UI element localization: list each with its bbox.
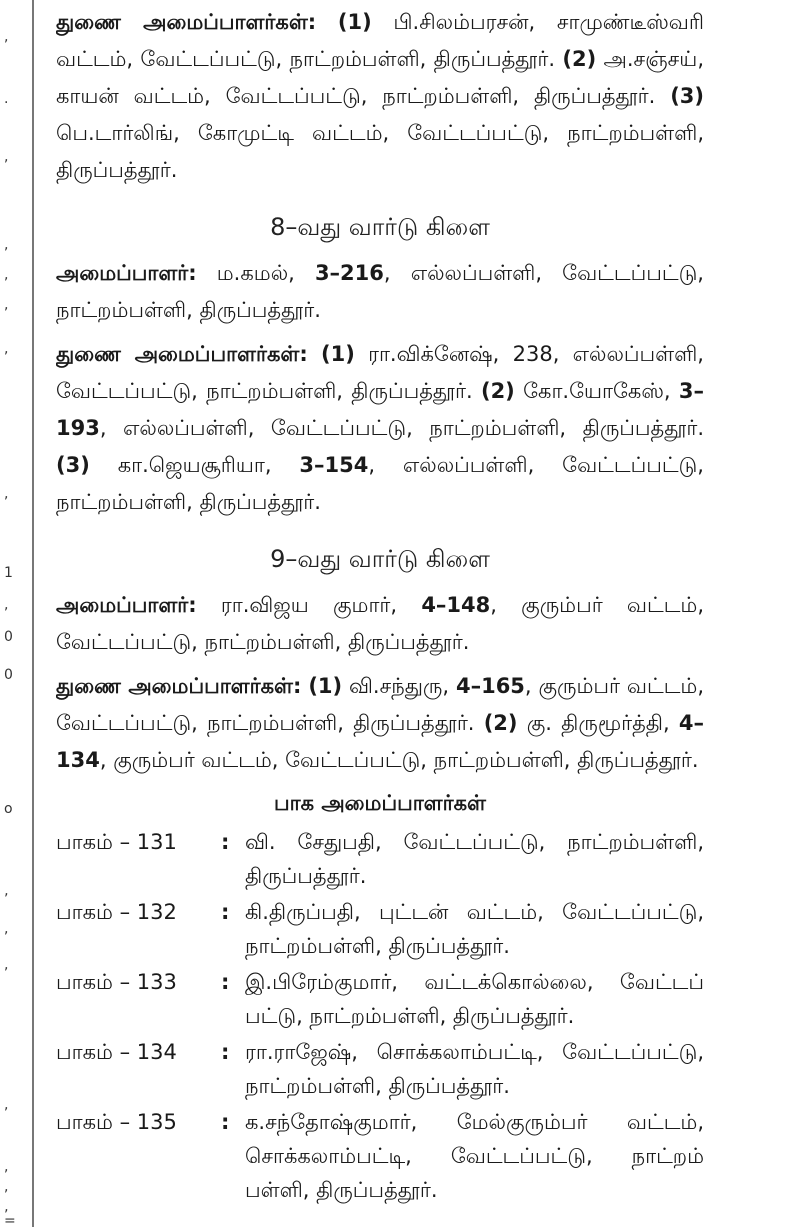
- item-number: (1): [337, 10, 372, 34]
- booth-row: [56, 895, 704, 963]
- article-column: [56, 0, 704, 1227]
- deputy-entry: , குரும்பர் வட்டம், வேட்டப்பட்டு, நாட்றம்பள்ளி, திருப்பத்தூர்.: [56, 674, 704, 735]
- door-number: 3–193: [56, 379, 704, 440]
- booth-organizer: ரா.ராஜேஷ், சொக்கலாம்பட்டி, வேட்டப்பட்டு, நாட்றம்பள்ளி, திருப்பத்தூர்.: [245, 1040, 704, 1098]
- margin-mark: .: [4, 91, 9, 107]
- item-number: (2): [562, 47, 597, 71]
- margin-mark: ,: [4, 1097, 9, 1113]
- margin-mark: ,: [4, 1179, 9, 1195]
- ward-9-heading: 9–வது வார்டு கிளை: [270, 545, 490, 573]
- organizer-name: ரா.விஜய குமார்,: [196, 593, 422, 617]
- margin-mark: o: [4, 801, 13, 817]
- ward-8-heading: 8–வது வார்டு கிளை: [270, 213, 490, 241]
- margin-mark: ‚: [4, 1199, 9, 1215]
- item-number: (3): [56, 453, 90, 477]
- booth-colon: :: [221, 1040, 230, 1064]
- deputy-entry: , எல்லப்பள்ளி, வேட்டப்பட்டு, நாட்றம்பள்ளி, திருப்பத்தூர்.: [56, 453, 704, 514]
- deputy-entry: கோ.யோகேஸ்,: [514, 379, 679, 403]
- margin-mark: ,: [4, 486, 9, 502]
- margin-mark: ‚: [4, 883, 9, 899]
- booth-colon: :: [221, 830, 230, 854]
- margin-mark: 0: [4, 667, 13, 683]
- deputies-label: துணை அமைப்பாளர்கள்:: [56, 674, 302, 698]
- organizer-label: அமைப்பாளர்:: [56, 261, 197, 285]
- door-number: 4–165: [455, 674, 525, 698]
- margin-mark: ,: [4, 1159, 9, 1175]
- deputy-entry: வி.சந்துரு,: [342, 674, 456, 698]
- booth-number: பாகம் – 131: [56, 830, 177, 854]
- ward-8-organizer: [56, 255, 704, 329]
- ward-9-organizer: [56, 587, 704, 661]
- booth-colon: :: [221, 900, 230, 924]
- left-margin-marks: [0, 0, 30, 1227]
- booth-organizer: இ.பிரேம்குமார், வட்டக்கொல்லை, வேட்டப் பட்டு, நாட்றம்பள்ளி, திருப்பத்தூர்.: [245, 970, 704, 1028]
- deputies-label: துணை அமைப்பாளர்கள்:: [56, 342, 308, 366]
- deputy-entry: அ.சஞ்சய், காயன் வட்டம், வேட்டப்பட்டு, நாட்றம்பள்ளி, திருப்பத்தூர்.: [56, 47, 704, 108]
- margin-mark: ,: [4, 957, 9, 973]
- item-number: (2): [480, 379, 515, 403]
- deputy-entry: ரா.விக்னேஷ், 238, எல்லப்பள்ளி, வேட்டப்பட்டு, நாட்றம்பள்ளி, திருப்பத்தூர்.: [56, 342, 704, 403]
- margin-mark: ,: [4, 29, 9, 45]
- organizer-label: அமைப்பாளர்:: [56, 593, 197, 617]
- door-number: 4–134: [56, 711, 704, 772]
- margin-mark: ,: [4, 597, 9, 613]
- margin-mark: ,: [4, 237, 9, 253]
- booth-number: பாகம் – 135: [56, 1110, 177, 1134]
- booth-organizer: க.சந்தோஷ்குமார், மேல்குரும்பர் வட்டம், சொக்கலாம்பட்டி, வேட்டப்பட்டு, நாட்றம் பள்ளி, திருப்பத்தூர்.: [245, 1110, 704, 1202]
- margin-mark: 0: [4, 629, 13, 645]
- ward-8-deputies: [56, 336, 704, 521]
- item-number: (3): [670, 84, 704, 108]
- intro-deputies-paragraph: [56, 4, 704, 189]
- deputy-entry: , குரும்பர் வட்டம், வேட்டப்பட்டு, நாட்றம்பள்ளி, திருப்பத்தூர்.: [99, 748, 699, 772]
- deputy-entry: கு. திருமூர்த்தி,: [517, 711, 679, 735]
- margin-mark: ,: [4, 297, 9, 313]
- organizer-address: , எல்லப்பள்ளி, வேட்டப்பட்டு, நாட்றம்பள்ளி, திருப்பத்தூர்.: [56, 261, 704, 322]
- margin-mark: ,: [4, 341, 9, 357]
- booth-organizer: வி. சேதுபதி, வேட்டப்பட்டு, நாட்றம்பள்ளி, திருப்பத்தூர்.: [245, 830, 704, 888]
- column-divider: [32, 0, 34, 1227]
- door-number: 3–216: [314, 261, 384, 285]
- door-number: 3–154: [299, 453, 369, 477]
- margin-mark: ,: [4, 149, 9, 165]
- organizer-address: , குரும்பர் வட்டம், வேட்டப்பட்டு, நாட்றம்பள்ளி, திருப்பத்தூர்.: [56, 593, 704, 654]
- deputy-entry: , எல்லப்பள்ளி, வேட்டப்பட்டு, நாட்றம்பள்ளி, திருப்பத்தூர்.: [99, 416, 704, 440]
- item-number: (1): [308, 674, 343, 698]
- booth-row: [56, 965, 704, 1033]
- deputy-entry: பெ.டார்லிங், கோமுட்டி வட்டம், வேட்டப்பட்டு, நாட்றம்பள்ளி, திருப்பத்தூர்.: [56, 121, 704, 182]
- margin-mark: ,: [4, 921, 9, 937]
- ward-9-deputies: [56, 668, 704, 779]
- deputy-entry: கா.ஜெயசூரியா,: [89, 453, 300, 477]
- booth-colon: :: [221, 970, 230, 994]
- booth-number: பாகம் – 133: [56, 970, 177, 994]
- margin-mark: =: [4, 1213, 16, 1229]
- item-number: (1): [321, 342, 355, 366]
- margin-mark: ,: [4, 267, 9, 283]
- booth-organizer: கி.திருப்பதி, புட்டன் வட்டம், வேட்டப்பட்டு, நாட்றம்பள்ளி, திருப்பத்தூர்.: [245, 900, 704, 958]
- booth-number: பாகம் – 134: [56, 1040, 177, 1064]
- deputy-entry: பி.சிலம்பரசன், சாமுண்டீஸ்வரி வட்டம், வேட்டப்பட்டு, நாட்றம்பள்ளி, திருப்பத்தூர்.: [56, 10, 704, 71]
- booth-list: [56, 825, 704, 1207]
- door-number: 4–148: [421, 593, 491, 617]
- booth-row: [56, 825, 704, 893]
- booth-row: [56, 1105, 704, 1207]
- booth-organizers-heading: பாக அமைப்பாளர்கள்: [274, 791, 486, 815]
- margin-mark: 1: [4, 565, 13, 581]
- item-number: (2): [483, 711, 518, 735]
- booth-number: பாகம் – 132: [56, 900, 177, 924]
- organizer-name: ம.கமல்,: [196, 261, 315, 285]
- deputies-label: துணை அமைப்பாளர்கள்:: [56, 10, 317, 34]
- booth-row: [56, 1035, 704, 1103]
- booth-colon: :: [221, 1110, 230, 1134]
